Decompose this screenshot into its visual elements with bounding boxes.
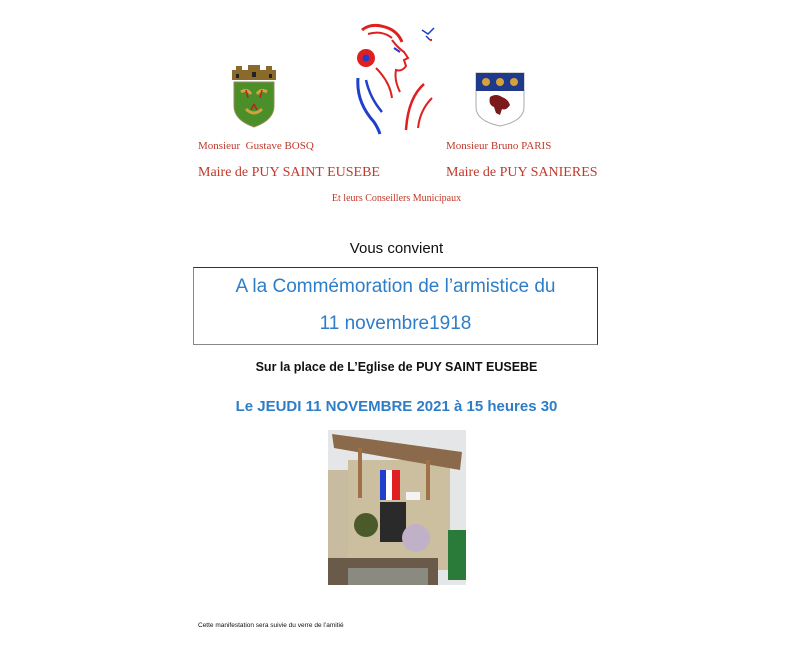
- right-host-title: Maire de PUY SANIERES: [446, 165, 598, 180]
- left-host-name: Monsieur Gustave BOSQ: [198, 140, 314, 152]
- councillors-text: Et leurs Conseillers Municipaux: [331, 193, 462, 204]
- datetime-text: Le JEUDI 11 NOVEMBRE 2021 à 15 heures 30: [235, 398, 558, 415]
- invite-line-2: 11 novembre1918: [319, 313, 472, 334]
- footer-note: Cette manifestation sera suivie du verre de l’amitié: [198, 622, 344, 629]
- war-memorial-photo: [328, 430, 466, 585]
- invite-box: [193, 267, 598, 345]
- invite-line-1: A la Commémoration de l’armistice du: [235, 276, 556, 297]
- puy-sanieres-crest-icon: [474, 71, 526, 127]
- left-host-title: Maire de PUY SAINT EUSEBE: [198, 165, 380, 180]
- location-text: Sur la place de L’Eglise de PUY SAINT EUSEBE: [255, 360, 538, 374]
- puy-saint-eusebe-crest-icon: [228, 62, 280, 128]
- marianne-logo-icon: [348, 18, 438, 136]
- invite-intro: Vous convient: [349, 240, 444, 257]
- right-host-name: Monsieur Bruno PARIS: [446, 140, 552, 152]
